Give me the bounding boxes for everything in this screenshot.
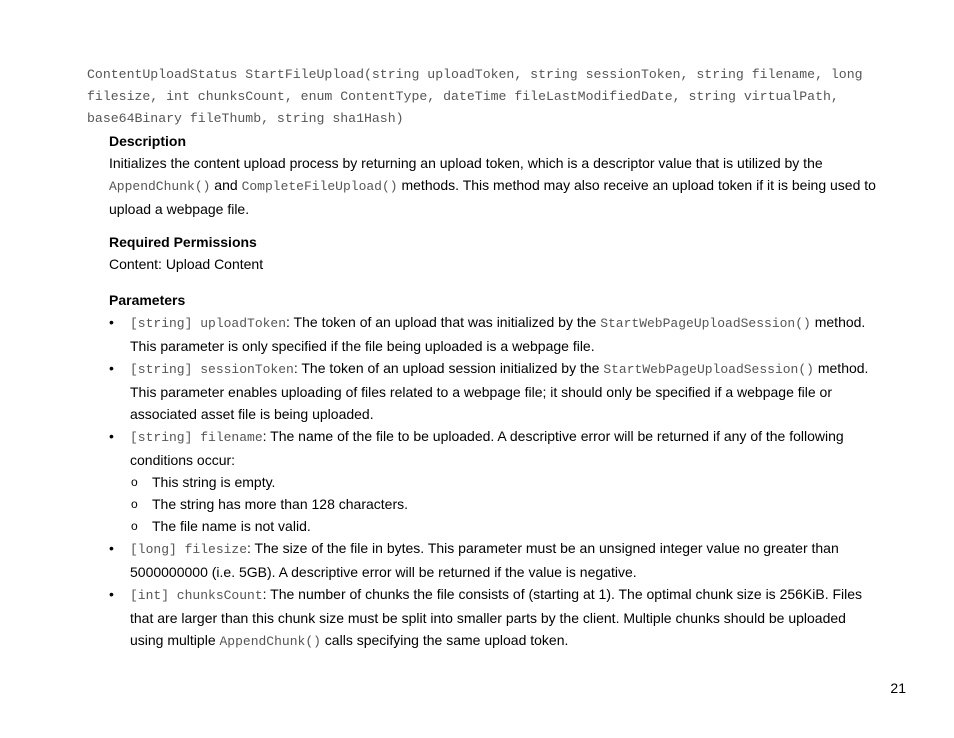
- description-text: Initializes the content upload process by returning an upload token, which is a descriptor value that is utilized by the AppendChunk() and CompleteFileUpload() methods. This method may also receive an upload token if it is being used to upload a webpage file.: [109, 155, 876, 217]
- page-number: 21: [890, 680, 906, 696]
- circle-bullet-icon: o: [131, 497, 138, 511]
- method-code: AppendChunk(): [219, 634, 321, 649]
- parameter-item-filesize: • [long] filesize: The size of the file in bytes. This parameter must be an unsigned integer value no greater than 5000000000 (i.e. 5GB). A descriptive error will be returned if the value is negative.: [109, 537, 869, 583]
- param-code: [string] sessionToken: [130, 362, 294, 377]
- list-item: o The file name is not valid.: [109, 515, 869, 537]
- list-item: o The string has more than 128 characters.: [109, 493, 869, 515]
- bullet-icon: •: [109, 314, 114, 330]
- parameter-item-filename: • [string] filename: The name of the file to be uploaded. A descriptive error will be returned if any of the following conditions occur:: [109, 425, 869, 471]
- param-code: [int] chunksCount: [130, 588, 263, 603]
- permissions-heading: Required Permissions: [109, 234, 257, 250]
- param-code: [string] filename: [130, 430, 263, 445]
- bullet-icon: •: [109, 586, 114, 602]
- param-code: [string] uploadToken: [130, 316, 287, 331]
- filename-conditions-list: [109, 471, 869, 537]
- parameters-heading: Parameters: [109, 292, 186, 308]
- permissions-text: Content: Upload Content: [109, 256, 264, 272]
- parameters-list: [109, 311, 869, 471]
- circle-bullet-icon: o: [131, 519, 138, 533]
- bullet-icon: •: [109, 428, 114, 444]
- parameter-item-chunkscount: • [int] chunksCount: The number of chunks the file consists of (starting at 1). The optimal chunk size is 256KiB. Files that are larger than this chunk size must be split into smaller parts by the client. Multiple chunks should be uploaded using multiple AppendChunk() calls specifying the same upload token.: [109, 583, 869, 653]
- parameters-list-continued: [109, 537, 869, 653]
- complete-file-upload-code: CompleteFileUpload(): [241, 179, 398, 194]
- parameter-item-uploadtoken: • [string] uploadToken: The token of an upload that was initialized by the StartWebPageUploadSession() method. This parameter is only specified if the file being uploaded is a webpage file.: [109, 311, 869, 357]
- param-code: [long] filesize: [130, 542, 248, 557]
- list-item: o This string is empty.: [109, 471, 869, 493]
- method-code: StartWebPageUploadSession(): [600, 316, 811, 331]
- method-code: StartWebPageUploadSession(): [603, 362, 814, 377]
- description-section: [109, 130, 899, 220]
- permissions-section: [109, 231, 899, 275]
- method-signature: ContentUploadStatus StartFileUpload(string uploadToken, string sessionToken, string filename, long filesize, int chunksCount, enum ContentType, dateTime fileLastModifiedDate, string virtualPath, base64Binary fileThumb, string sha1Hash): [87, 67, 863, 126]
- parameters-section: [109, 289, 869, 653]
- parameter-item-sessiontoken: • [string] sessionToken: The token of an upload session initialized by the StartWebPageUploadSession() method. This parameter enables uploading of files related to a webpage file; it should only be specified if a webpage file or associated asset file is being uploaded.: [109, 357, 869, 425]
- append-chunk-code: AppendChunk(): [109, 179, 211, 194]
- description-heading: Description: [109, 133, 187, 149]
- bullet-icon: •: [109, 360, 114, 376]
- bullet-icon: •: [109, 540, 114, 556]
- circle-bullet-icon: o: [131, 475, 138, 489]
